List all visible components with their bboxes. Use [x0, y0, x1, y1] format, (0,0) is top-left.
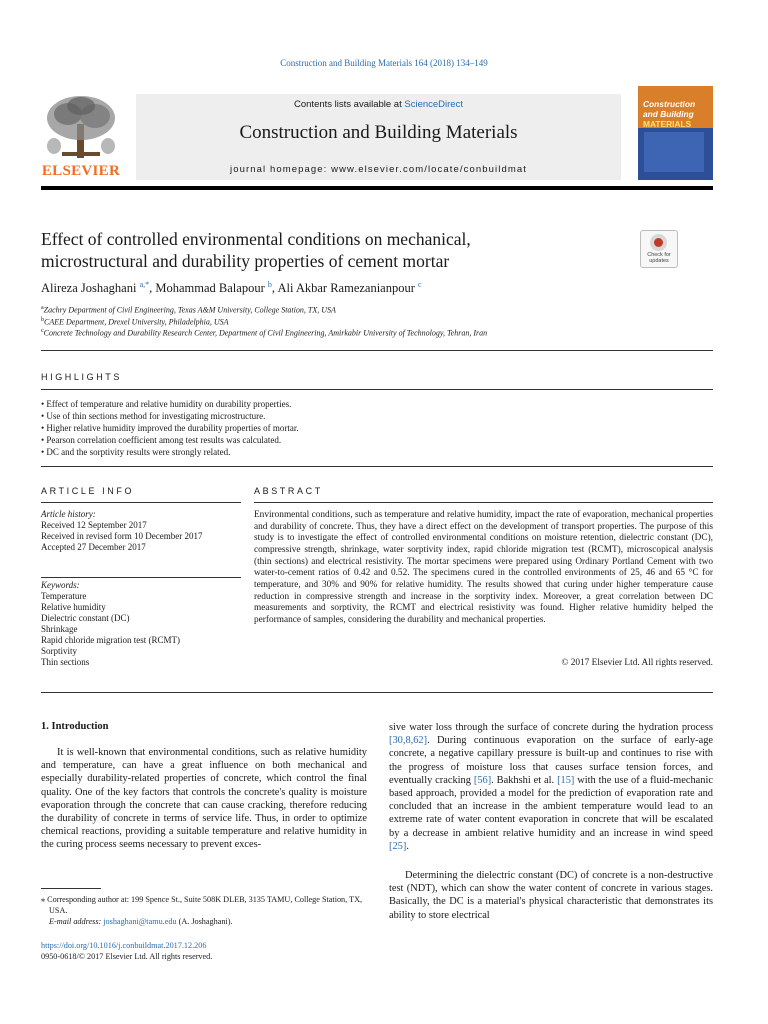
keyword: Thin sections: [41, 657, 90, 667]
elsevier-logo[interactable]: [40, 94, 122, 180]
keyword: Temperature: [41, 591, 87, 601]
affiliation: $^a$Zachry Department of Civil Engineering, Texas A&M University, College Station, TX, USA: [41, 305, 336, 315]
corresponding-author-note: ⁎ Corresponding author at: 199 Spence St., Suite 508K DLEB, 3135 TAMU, College Station, TX, USA. E-mail address: joshaghani@tamu.edu (A. Joshaghani).: [41, 895, 363, 926]
article-info-heading: ARTICLE INFO: [41, 486, 135, 496]
abstract-heading: ABSTRACT: [254, 486, 323, 496]
publisher-name: ELSEVIER: [41, 163, 121, 179]
abstract-text: Environmental conditions, such as temperature and relative humidity, impact the rate of evaporation, mechanical properties and durability of concrete. Thus, they have a direct effect on the development of transport properties. The purpose of this study is to investigate the effect of controlled environmental conditions on moisture retention, dielectric constant (DC), compressive strength, shrinkage, water sorptivity index, rapid chloride migration test (RCMT), microscopical analysis (thin sections) and electrical resistivity. The mortar specimens were prepared using Ordinary Portland Cement with two water-to-cement ratios of 0.42 and 0.52. The specimens cured in the controlled environments of 25, 46 and 65 °C for temperature, and 30% and 90% for relative humidity. The results showed that curing under higher temperature cause reduction in compressive strength and increase in the sorptivity index. Moreover, a great correlation between DC measurements and sorptivity, the RCMT and electrical resistivity was found. Higher relative humidity helped the performance of samples, considering the durability and mechanical properties.: [254, 510, 713, 625]
tree-icon: [40, 94, 122, 164]
contents-line: Contents lists available at ScienceDirect: [294, 99, 463, 110]
introduction-heading: 1. Introduction: [41, 721, 109, 732]
list-item: • Pearson correlation coefficient among test results was calculated.: [41, 434, 713, 446]
section-divider: [41, 692, 713, 693]
keyword: Relative humidity: [41, 602, 106, 612]
author-name: Mohammad Balapour: [155, 281, 265, 296]
cover-title: Construction and Building MATERIALS: [643, 99, 696, 129]
intro-paragraph-1: It is well-known that environmental conditions, such as relative humidity and temperature, can have a great influence on both mechanical and especially durability-related properties of concrete, which control the final quality. One of the key factors that controls the concrete's quality is moisture evaporation through the concrete that can cause cracking, therefore reducing the durability of concrete in terms of service life. Thus, in order to optimize chemical reactions, providing a suitable temperature and relative humidity in the curing process seems necessary to prevent exces-: [41, 747, 367, 851]
author-name: Ali Akbar Ramezanianpour: [277, 281, 415, 296]
highlights-list: [41, 398, 713, 458]
highlights-heading: HIGHLIGHTS: [41, 372, 123, 382]
doi-link[interactable]: https://doi.org/10.1016/j.conbuildmat.2017.12.206: [41, 941, 207, 950]
reference-link[interactable]: [30,8,62]: [389, 735, 428, 747]
journal-citation-link[interactable]: Construction and Building Materials 164 (2018) 134–149: [280, 58, 488, 68]
journal-cover-image[interactable]: [638, 86, 713, 180]
section-divider: [41, 502, 241, 503]
section-divider: [254, 502, 713, 503]
keyword: Rapid chloride migration test (RCMT): [41, 635, 180, 645]
affiliation: $^b$CAEE Department, Drexel University, Philadelphia, USA: [41, 317, 229, 327]
author-email-link[interactable]: joshaghani@tamu.edu: [103, 917, 177, 926]
article-title: Effect of controlled environmental conditions on mechanical, microstructural and durability properties of cement mortar: [41, 229, 471, 271]
header-divider: [41, 186, 713, 190]
author-name: Alireza Joshaghani: [41, 281, 137, 296]
reference-link[interactable]: [15]: [557, 774, 575, 786]
footnote-divider: [41, 888, 101, 889]
article-history: Article history: Received 12 September 2017 Received in revised form 10 December 2017 Accepted 27 December 2017: [41, 509, 203, 552]
section-divider: [41, 350, 713, 351]
intro-paragraph-2: sive water loss through the surface of concrete during the hydration process [30,8,62]. During continuous evaporation on the surface of early-age concrete, a negative capillary pressure is built-up and continues to rise with the progress of moisture loss that causes surface tension forces, and eventually cracking [56]. Bakhshi et al. [15] with the use of a fluid-mechanic based approach, provided a model for the prediction of evaporation rate and concluded that an increase in the ambient temperature would lead to an extreme rate of water content evaporation in concrete that will be escalated by a decrease in ambient relative humidity and an increase in wind speed [25].: [389, 722, 713, 852]
section-divider: [41, 389, 713, 390]
journal-title: Construction and Building Materials: [239, 122, 518, 143]
list-item: • Higher relative humidity improved the durability properties of mortar.: [41, 422, 713, 434]
reference-link[interactable]: [56]: [473, 774, 492, 786]
section-divider: [41, 466, 713, 467]
keyword: Dielectric constant (DC): [41, 613, 130, 623]
abstract-copyright: © 2017 Elsevier Ltd. All rights reserved.: [561, 658, 713, 668]
list-item: • DC and the sorptivity results were strongly related.: [41, 446, 713, 458]
doi-block: [41, 940, 212, 962]
list-item: • Use of thin sections method for investigating microstructure.: [41, 410, 713, 422]
affiliation: $^c$Concrete Technology and Durability Research Center, Department of Civil Engineering, Amirkabir University of Technology, Tehran, Iran: [41, 328, 488, 338]
author-affiliation-mark[interactable]: c: [418, 280, 422, 289]
keyword: Shrinkage: [41, 624, 78, 634]
journal-homepage[interactable]: journal homepage: www.elsevier.com/locate/conbuildmat: [230, 164, 527, 175]
section-divider: [41, 577, 241, 578]
keyword: Sorptivity: [41, 646, 78, 656]
keywords-list: Keywords: Temperature Relative humidity Dielectric constant (DC) Shrinkage Rapid chloride migration test (RCMT) Sorptivity Thin sections: [41, 580, 241, 668]
author-affiliation-mark[interactable]: b: [267, 280, 272, 289]
issn-copyright: 0950-0618/© 2017 Elsevier Ltd. All rights reserved.: [41, 952, 213, 961]
list-item: • Effect of temperature and relative humidity on durability properties.: [41, 398, 713, 410]
sciencedirect-link[interactable]: ScienceDirect: [404, 99, 463, 110]
check-for-updates-badge[interactable]: Check for updates: [640, 230, 678, 268]
author-affiliation-mark[interactable]: a,*: [139, 280, 150, 289]
update-icon: [650, 234, 667, 251]
journal-banner: [136, 94, 621, 180]
reference-link[interactable]: [25]: [389, 840, 407, 852]
intro-paragraph-3: Determining the dielectric constant (DC) of concrete is a non-destructive test (NDT), which can show the water content of concrete in various stages. Basically, the DC is a material's physical characteristic that demonstrates its ability to store electrical: [389, 870, 713, 921]
author-list: Alireza Joshaghani $^{a,*}$, Mohammad Balapour $^b$, Ali Akbar Ramezanianpour $^c$: [41, 280, 422, 296]
